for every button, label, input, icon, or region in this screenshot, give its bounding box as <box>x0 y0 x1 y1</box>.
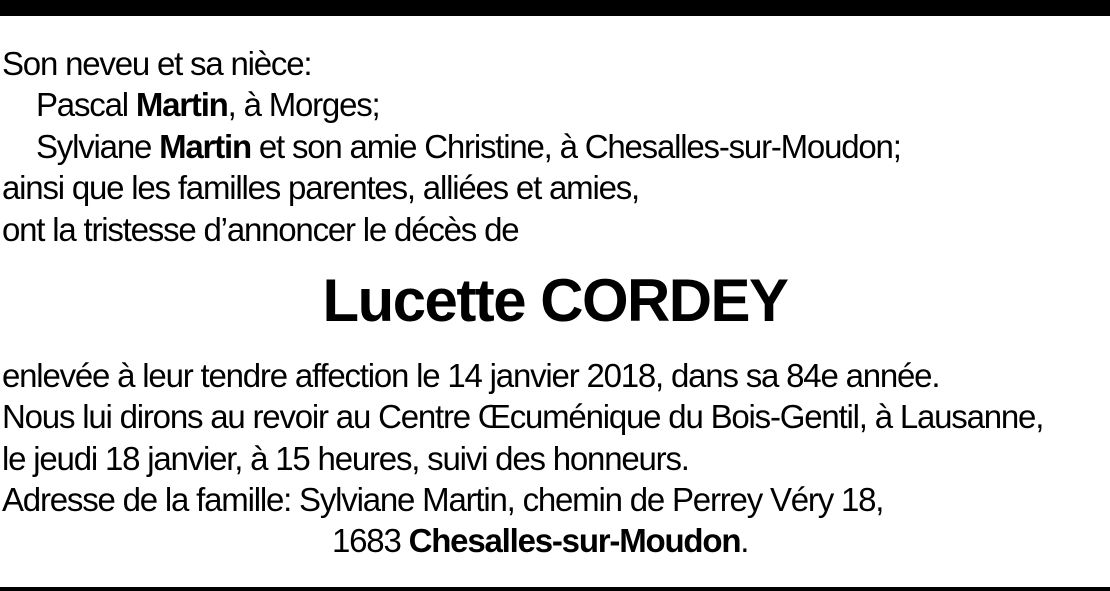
last-name: Martin <box>159 128 251 165</box>
last-name: Martin <box>135 86 228 123</box>
period: . <box>740 522 749 559</box>
location: , à Morges; <box>227 86 380 123</box>
top-rule <box>0 0 1110 16</box>
ceremony-line: Nous lui dirons au revoir au Centre Œcuménique du Bois-Gentil, à Lausanne, <box>2 398 1044 435</box>
first-name: Pascal <box>36 86 128 123</box>
location: et son amie Christine, à Chesalles-sur-Moudon; <box>250 128 901 165</box>
first-name: Sylviane <box>36 128 152 165</box>
town: Chesalles-sur-Moudon <box>408 522 741 559</box>
families-line: ainsi que les familles parentes, alliées et amies, <box>2 169 640 206</box>
announcement-line: ont la tristesse d’annoncer le décès de <box>2 211 519 248</box>
relative-sylviane <box>36 128 901 166</box>
deceased-name: Lucette CORDEY <box>322 267 788 334</box>
family-address-town <box>332 522 748 560</box>
relative-pascal <box>36 86 380 124</box>
bottom-rule <box>0 587 1110 591</box>
intro-line: Son neveu et sa nièce: <box>2 45 312 82</box>
postcode: 1683 <box>332 522 401 559</box>
details-line: enlevée à leur tendre affection le 14 janvier 2018, dans sa 84e année. <box>2 357 940 394</box>
family-address-line: Adresse de la famille: Sylviane Martin, chemin de Perrey Véry 18, <box>2 481 884 518</box>
ceremony-date-line: le jeudi 18 janvier, à 15 heures, suivi des honneurs. <box>2 440 689 477</box>
